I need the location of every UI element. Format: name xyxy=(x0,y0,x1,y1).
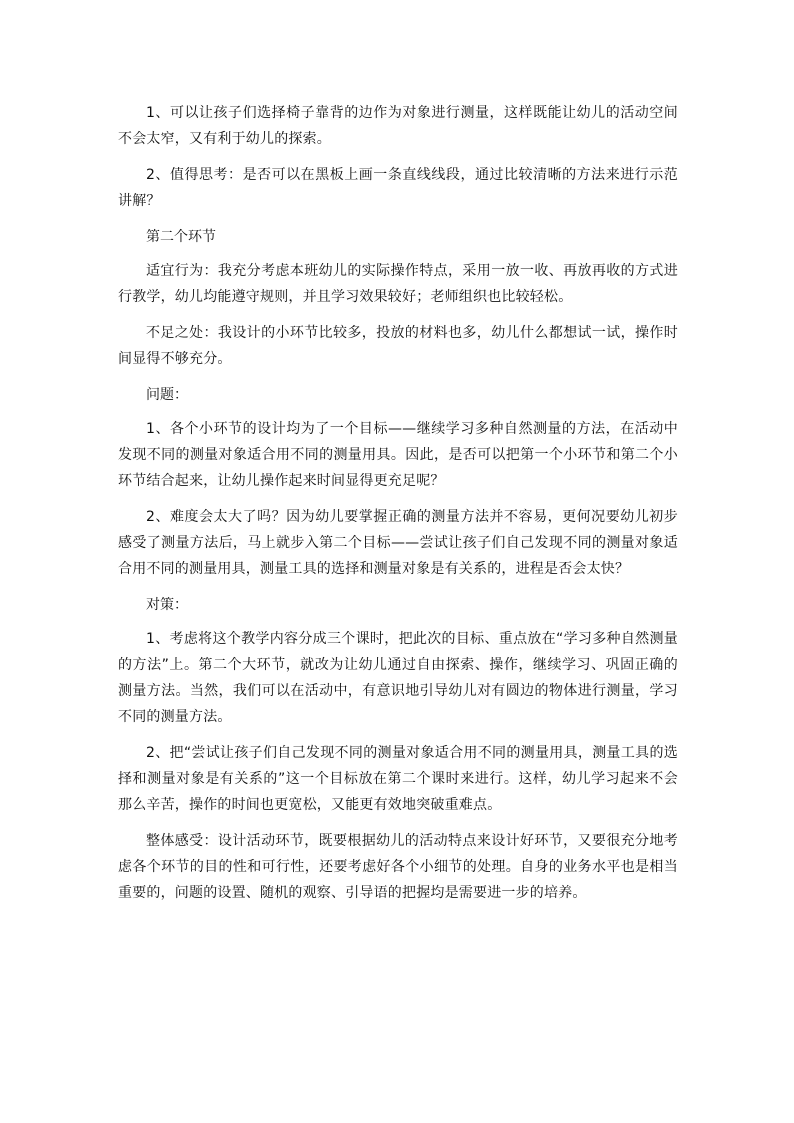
section-heading-second-segment: 第二个环节 xyxy=(146,229,216,245)
document-body xyxy=(118,100,678,916)
paragraph-appropriate-behavior: 适宜行为：我充分考虑本班幼儿的实际操作特点，采用一放一收、再放再收的方式进行教学，幼儿均能遵守规则，并且学习效果较好；老师组织也比较轻松。 xyxy=(118,263,678,305)
paragraph-countermeasure-2: 2、把“尝试让孩子们自己发现不同的测量对象适合用不同的测量用具，测量工具的选择和测量对象是有关系的”这一个目标放在第二个课时来进行。这样，幼儿学习起来不会那么辛苦，操作的时间也更宽松，又能更有效地突破重难点。 xyxy=(118,745,678,813)
paragraph-suggestion-1: 1、可以让孩子们选择椅子靠背的边作为对象进行测量，这样既能让幼儿的活动空间不会太窄，又有利于幼儿的探索。 xyxy=(118,105,678,147)
paragraph-problem-1: 1、各个小环节的设计均为了一个目标——继续学习多种自然测量的方法，在活动中发现不同的测量对象适合用不同的测量用具。因此，是否可以把第一个小环节和第二个小环节结合起来，让幼儿操作起来时间显得更充足呢？ xyxy=(118,421,678,489)
paragraph-shortcomings: 不足之处：我设计的小环节比较多，投放的材料也多，幼儿什么都想试一试，操作时间显得不够充分。 xyxy=(118,325,678,367)
paragraph-suggestion-2: 2、值得思考：是否可以在黑板上画一条直线线段，通过比较清晰的方法来进行示范讲解？ xyxy=(118,167,678,209)
section-heading-problems: 问题： xyxy=(146,387,188,403)
paragraph-problem-2: 2、难度会太大了吗？因为幼儿要掌握正确的测量方法并不容易，更何况要幼儿初步感受了测量方法后，马上就步入第二个目标——尝试让孩子们自己发现不同的测量对象适合用不同的测量用具，测量工具的选择和测量对象是有关系的，进程是否会太快？ xyxy=(118,509,678,577)
paragraph-overall-impression: 整体感受：设计活动环节，既要根据幼儿的活动特点来设计好环节，又要很充分地考虑各个环节的目的性和可行性，还要考虑好各个小细节的处理。自身的业务水平也是相当重要的，问题的设置、随机的观察、引导语的把握均是需要进一步的培养。 xyxy=(118,833,678,901)
paragraph-countermeasure-1: 1、考虑将这个教学内容分成三个课时，把此次的目标、重点放在“学习多种自然测量的方法”上。第二个大环节，就改为让幼儿通过自由探索、操作，继续学习、巩固正确的测量方法。当然，我们可以在活动中，有意识地引导幼儿对有圆边的物体进行测量，学习不同的测量方法。 xyxy=(118,631,678,725)
section-heading-countermeasures: 对策： xyxy=(146,597,188,613)
